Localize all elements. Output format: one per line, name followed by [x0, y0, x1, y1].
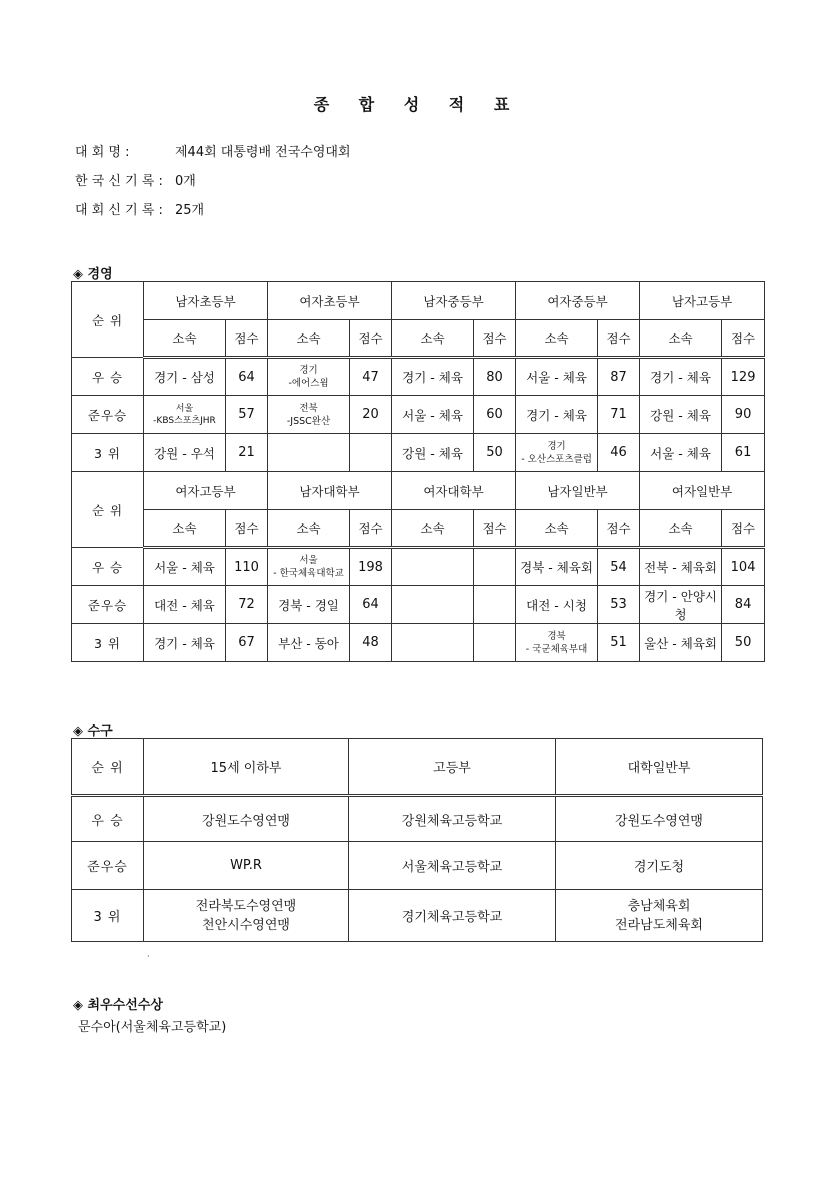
- rank-header: 순 위: [72, 739, 144, 796]
- score-cell: 47: [350, 358, 392, 396]
- team-cell: 경기 - 체육: [392, 358, 474, 396]
- score-column-header: 점수: [226, 320, 268, 358]
- score-cell: [474, 586, 516, 624]
- score-column-header: 점수: [474, 320, 516, 358]
- team-cell: 경기도청: [556, 842, 763, 890]
- score-cell: 50: [722, 624, 765, 662]
- score-cell: 72: [226, 586, 268, 624]
- group-header: 여자초등부: [268, 282, 392, 320]
- score-column-header: 점수: [722, 320, 765, 358]
- score-cell: 129: [722, 358, 765, 396]
- team-cell: 강원도수영연맹: [144, 796, 349, 842]
- score-cell: 53: [598, 586, 640, 624]
- score-cell: 110: [226, 548, 268, 586]
- team-column-header: 소속: [392, 510, 474, 548]
- rank-header: 순 위: [72, 282, 144, 358]
- info-label: 대 회 신 기 록 :: [75, 203, 163, 218]
- score-cell: 54: [598, 548, 640, 586]
- page-title: 종 합 성 적 표: [313, 95, 522, 114]
- score-cell: 20: [350, 396, 392, 434]
- table-row: [72, 890, 763, 942]
- score-column-header: 점수: [598, 510, 640, 548]
- team-column-header: 소속: [144, 320, 226, 358]
- score-cell: 67: [226, 624, 268, 662]
- info-label: 한 국 신 기 록 :: [75, 174, 163, 189]
- score-cell: [474, 548, 516, 586]
- score-cell: 57: [226, 396, 268, 434]
- rank-cell: 3 위: [72, 890, 144, 942]
- team-cell: 경기 - 체육: [640, 358, 722, 396]
- team-column-header: 소속: [144, 510, 226, 548]
- score-cell: 198: [350, 548, 392, 586]
- table-row: [72, 396, 765, 434]
- score-column-header: 점수: [474, 510, 516, 548]
- team-cell: 강원도수영연맹: [556, 796, 763, 842]
- team-column-header: 소속: [640, 510, 722, 548]
- group-header: 여자고등부: [144, 472, 268, 510]
- team-cell: WP.R: [144, 842, 349, 890]
- team-cell: 대전 - 체육: [144, 586, 226, 624]
- score-cell: 87: [598, 358, 640, 396]
- team-cell: 강원체육고등학교: [349, 796, 556, 842]
- score-cell: [350, 434, 392, 472]
- info-label: 대 회 명 :: [75, 145, 130, 160]
- team-cell: 경북 - 경일: [268, 586, 350, 624]
- team-cell: 서울 - 체육: [144, 548, 226, 586]
- table-row: [72, 586, 765, 624]
- team-cell: 경북 - 국군체육부대: [516, 624, 598, 662]
- group-header-row: [72, 282, 765, 320]
- table-header-row: [72, 739, 763, 796]
- team-cell: 서울 - 한국체육대학교: [268, 548, 350, 586]
- rank-cell: 준우승: [72, 842, 144, 890]
- info-korean-record: [75, 170, 196, 189]
- score-cell: 64: [226, 358, 268, 396]
- rank-cell: 3 위: [72, 624, 144, 662]
- group-header: 남자초등부: [144, 282, 268, 320]
- score-cell: [474, 624, 516, 662]
- score-cell: 90: [722, 396, 765, 434]
- score-cell: 21: [226, 434, 268, 472]
- team-cell: 전북 -JSSC완산: [268, 396, 350, 434]
- table-row: [72, 434, 765, 472]
- team-cell: 경기 -에어스윔: [268, 358, 350, 396]
- team-cell: [392, 624, 474, 662]
- team-column-header: 소속: [516, 320, 598, 358]
- team-cell: 서울체육고등학교: [349, 842, 556, 890]
- info-competition: [75, 141, 351, 160]
- team-cell: 경기 - 삼성: [144, 358, 226, 396]
- team-cell: 충남체육회 전라남도체육회: [556, 890, 763, 942]
- team-cell: 경기 - 안양시청: [640, 586, 722, 624]
- rank-cell: 우 승: [72, 796, 144, 842]
- section-waterpolo-title: ◈ 수구: [73, 724, 113, 739]
- group-header: 남자대학부: [268, 472, 392, 510]
- team-cell: 강원 - 우석: [144, 434, 226, 472]
- team-cell: 강원 - 체육: [392, 434, 474, 472]
- team-cell: 전라북도수영연맹 천안시수영연맹: [144, 890, 349, 942]
- score-cell: 71: [598, 396, 640, 434]
- table-row: [72, 842, 763, 890]
- rank-cell: 우 승: [72, 548, 144, 586]
- group-header: 남자고등부: [640, 282, 765, 320]
- team-cell: 서울 - 체육: [640, 434, 722, 472]
- group-header: 남자일반부: [516, 472, 640, 510]
- score-cell: 51: [598, 624, 640, 662]
- group-header: 15세 이하부: [144, 739, 349, 796]
- team-cell: 부산 - 동아: [268, 624, 350, 662]
- rank-cell: 3 위: [72, 434, 144, 472]
- column-header-row: [72, 320, 765, 358]
- team-cell: 경기 - 체육: [144, 624, 226, 662]
- team-cell: 경북 - 체육회: [516, 548, 598, 586]
- group-header: 고등부: [349, 739, 556, 796]
- team-column-header: 소속: [268, 320, 350, 358]
- column-header-row: [72, 510, 765, 548]
- team-column-header: 소속: [268, 510, 350, 548]
- team-column-header: 소속: [640, 320, 722, 358]
- score-cell: 48: [350, 624, 392, 662]
- stray-dot: ·: [147, 952, 150, 961]
- group-header: 남자중등부: [392, 282, 516, 320]
- team-column-header: 소속: [516, 510, 598, 548]
- score-column-header: 점수: [598, 320, 640, 358]
- section-swimming-title: ◈ 경영: [73, 267, 113, 282]
- info-value: 25개: [175, 203, 205, 218]
- rank-cell: 우 승: [72, 358, 144, 396]
- score-cell: 80: [474, 358, 516, 396]
- rank-cell: 준우승: [72, 396, 144, 434]
- table-row: [72, 358, 765, 396]
- team-cell: [392, 586, 474, 624]
- table-row: [72, 548, 765, 586]
- group-header: 여자중등부: [516, 282, 640, 320]
- team-cell: [268, 434, 350, 472]
- score-cell: 84: [722, 586, 765, 624]
- section-mvp-title: ◈ 최우수선수상: [73, 998, 163, 1013]
- table-row: [72, 796, 763, 842]
- team-cell: 서울 -KBS스포츠JHR: [144, 396, 226, 434]
- info-value: 제44회 대통령배 전국수영대회: [175, 145, 351, 160]
- score-cell: 60: [474, 396, 516, 434]
- team-cell: 강원 - 체육: [640, 396, 722, 434]
- group-header: 대학일반부: [556, 739, 763, 796]
- team-cell: [392, 548, 474, 586]
- score-cell: 46: [598, 434, 640, 472]
- score-column-header: 점수: [350, 510, 392, 548]
- waterpolo-results-table: [71, 738, 763, 942]
- team-cell: 서울 - 체육: [516, 358, 598, 396]
- score-column-header: 점수: [226, 510, 268, 548]
- rank-header: 순 위: [72, 472, 144, 548]
- group-header: 여자일반부: [640, 472, 765, 510]
- info-value: 0개: [175, 174, 196, 189]
- group-header: 여자대학부: [392, 472, 516, 510]
- score-column-header: 점수: [722, 510, 765, 548]
- team-cell: 서울 - 체육: [392, 396, 474, 434]
- team-cell: 경기 - 체육: [516, 396, 598, 434]
- team-cell: 경기체육고등학교: [349, 890, 556, 942]
- team-column-header: 소속: [392, 320, 474, 358]
- info-meet-record: [75, 199, 204, 218]
- group-header-row: [72, 472, 765, 510]
- team-cell: 전북 - 체육회: [640, 548, 722, 586]
- team-cell: 대전 - 시청: [516, 586, 598, 624]
- table-row: [72, 624, 765, 662]
- team-cell: 경기 - 오산스포츠클럽: [516, 434, 598, 472]
- swimming-results-table: [71, 281, 765, 662]
- team-cell: 울산 - 체육회: [640, 624, 722, 662]
- score-cell: 104: [722, 548, 765, 586]
- score-cell: 61: [722, 434, 765, 472]
- score-cell: 50: [474, 434, 516, 472]
- score-cell: 64: [350, 586, 392, 624]
- mvp-winner: 문수아(서울체육고등학교): [78, 1020, 227, 1035]
- rank-cell: 준우승: [72, 586, 144, 624]
- score-column-header: 점수: [350, 320, 392, 358]
